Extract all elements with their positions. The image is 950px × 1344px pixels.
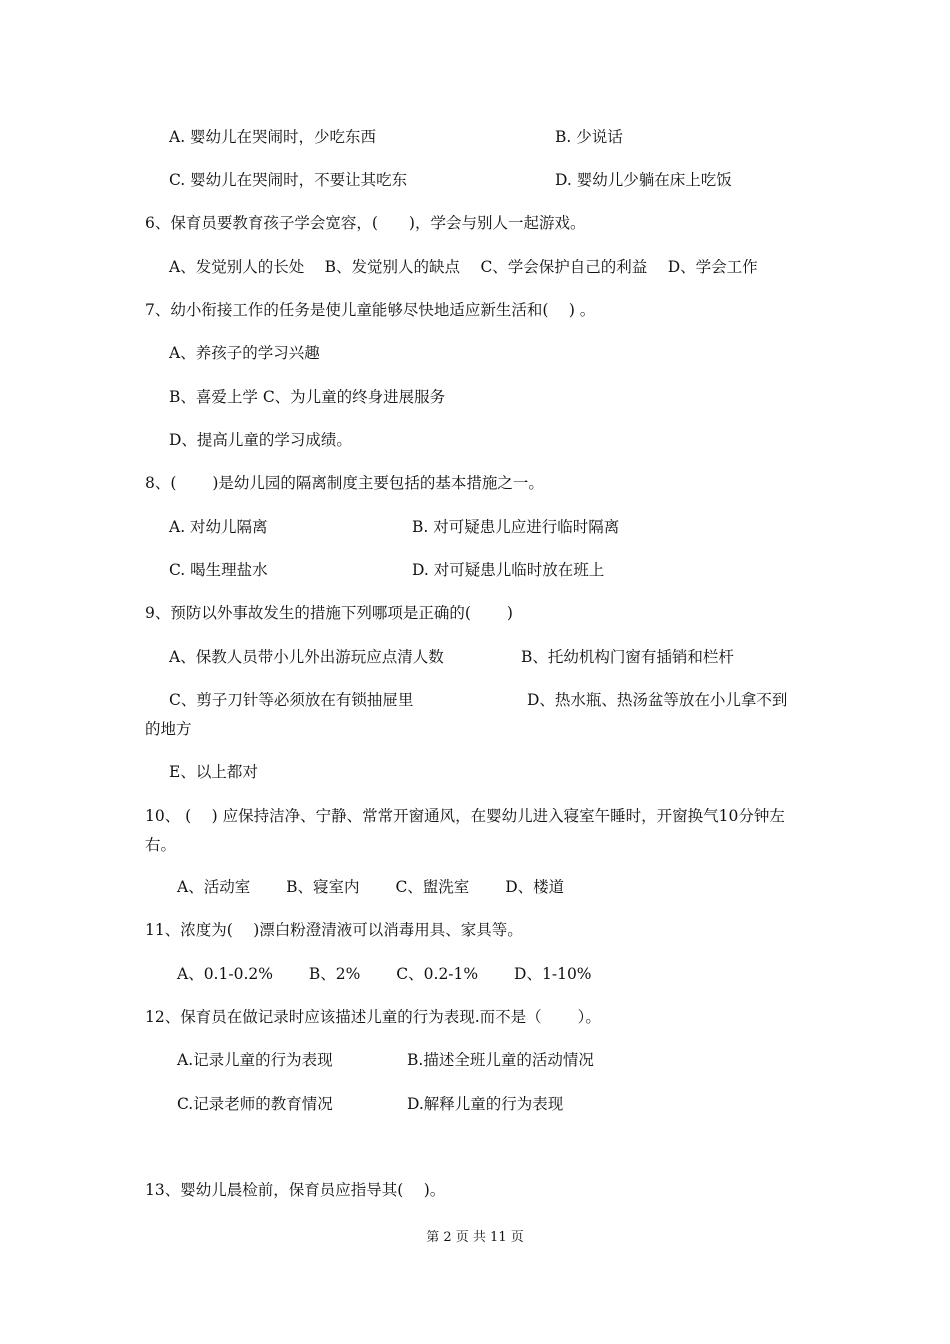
q9-option-e: E、以上都对	[169, 763, 258, 781]
q8-option-a: A. 对幼儿隔离	[169, 518, 268, 536]
q6-options: A、发觉别人的长处 B、发觉别人的缺点 C、学会保护自己的利益 D、学会工作	[169, 258, 758, 276]
q8-option-b: B. 对可疑患儿应进行临时隔离	[412, 518, 620, 536]
q6-stem: 6、保育员要教育孩子学会宽容，( )，学会与别人一起游戏。	[145, 214, 586, 232]
page-footer: 第 2 页 共 11 页	[426, 1230, 524, 1245]
q11-options: A、0.1-0.2% B、2% C、0.2-1% D、1-10%	[177, 965, 592, 983]
q5-option-c: C. 婴幼儿在哭闹时，不要让其吃东	[169, 171, 408, 189]
q5-option-a: A. 婴幼儿在哭闹时，少吃东西	[169, 128, 377, 146]
q12-stem: 12、保育员在做记录时应该描述儿童的行为表现.而不是（ ）。	[145, 1008, 601, 1026]
q8-stem: 8、( )是幼儿园的隔离制度主要包括的基本措施之一。	[145, 474, 544, 492]
q9-option-d: D、热水瓶、热汤盆等放在小儿拿不到	[527, 691, 788, 709]
q7-option-d: D、提高儿童的学习成绩。	[169, 431, 352, 449]
q13-stem: 13、婴幼儿晨检前，保育员应指导其( )。	[145, 1181, 446, 1199]
q7-option-a: A、养孩子的学习兴趣	[169, 344, 320, 362]
q9-option-c: C、剪子刀针等必须放在有锁抽屉里	[169, 691, 414, 709]
q9-option-d-continued: 的地方	[145, 720, 192, 738]
q8-option-d: D. 对可疑患儿临时放在班上	[412, 561, 605, 579]
q5-option-d: D. 婴幼儿少躺在床上吃饭	[555, 171, 732, 189]
q11-stem: 11、浓度为( )漂白粉澄清液可以消毒用具、家具等。	[145, 921, 523, 939]
q9-stem: 9、预防以外事故发生的措施下列哪项是正确的( )	[145, 604, 513, 622]
q12-option-a: A.记录儿童的行为表现	[177, 1051, 333, 1069]
q5-option-b: B. 少说话	[555, 128, 623, 146]
q9-option-b: B、托幼机构门窗有插销和栏杆	[521, 648, 734, 666]
q9-option-a: A、保教人员带小儿外出游玩应点清人数	[169, 648, 444, 666]
q10-options: A、活动室 B、寝室内 C、盥洗室 D、楼道	[177, 878, 565, 896]
q12-option-b: B.描述全班儿童的活动情况	[407, 1051, 594, 1069]
q7-option-bc: B、喜爱上学 C、为儿童的终身进展服务	[169, 388, 446, 406]
q7-stem: 7、幼小衔接工作的任务是使儿童能够尽快地适应新生活和( ) 。	[145, 301, 596, 319]
q12-option-d: D.解释儿童的行为表现	[407, 1095, 564, 1113]
q12-option-c: C.记录老师的教育情况	[177, 1095, 333, 1113]
q8-option-c: C. 喝生理盐水	[169, 561, 268, 579]
q10-stem: 10、 ( ) 应保持洁净、宁静、常常开窗通风，在婴幼儿进入寝室午睡时，开窗换气10分钟左右。	[145, 807, 785, 854]
